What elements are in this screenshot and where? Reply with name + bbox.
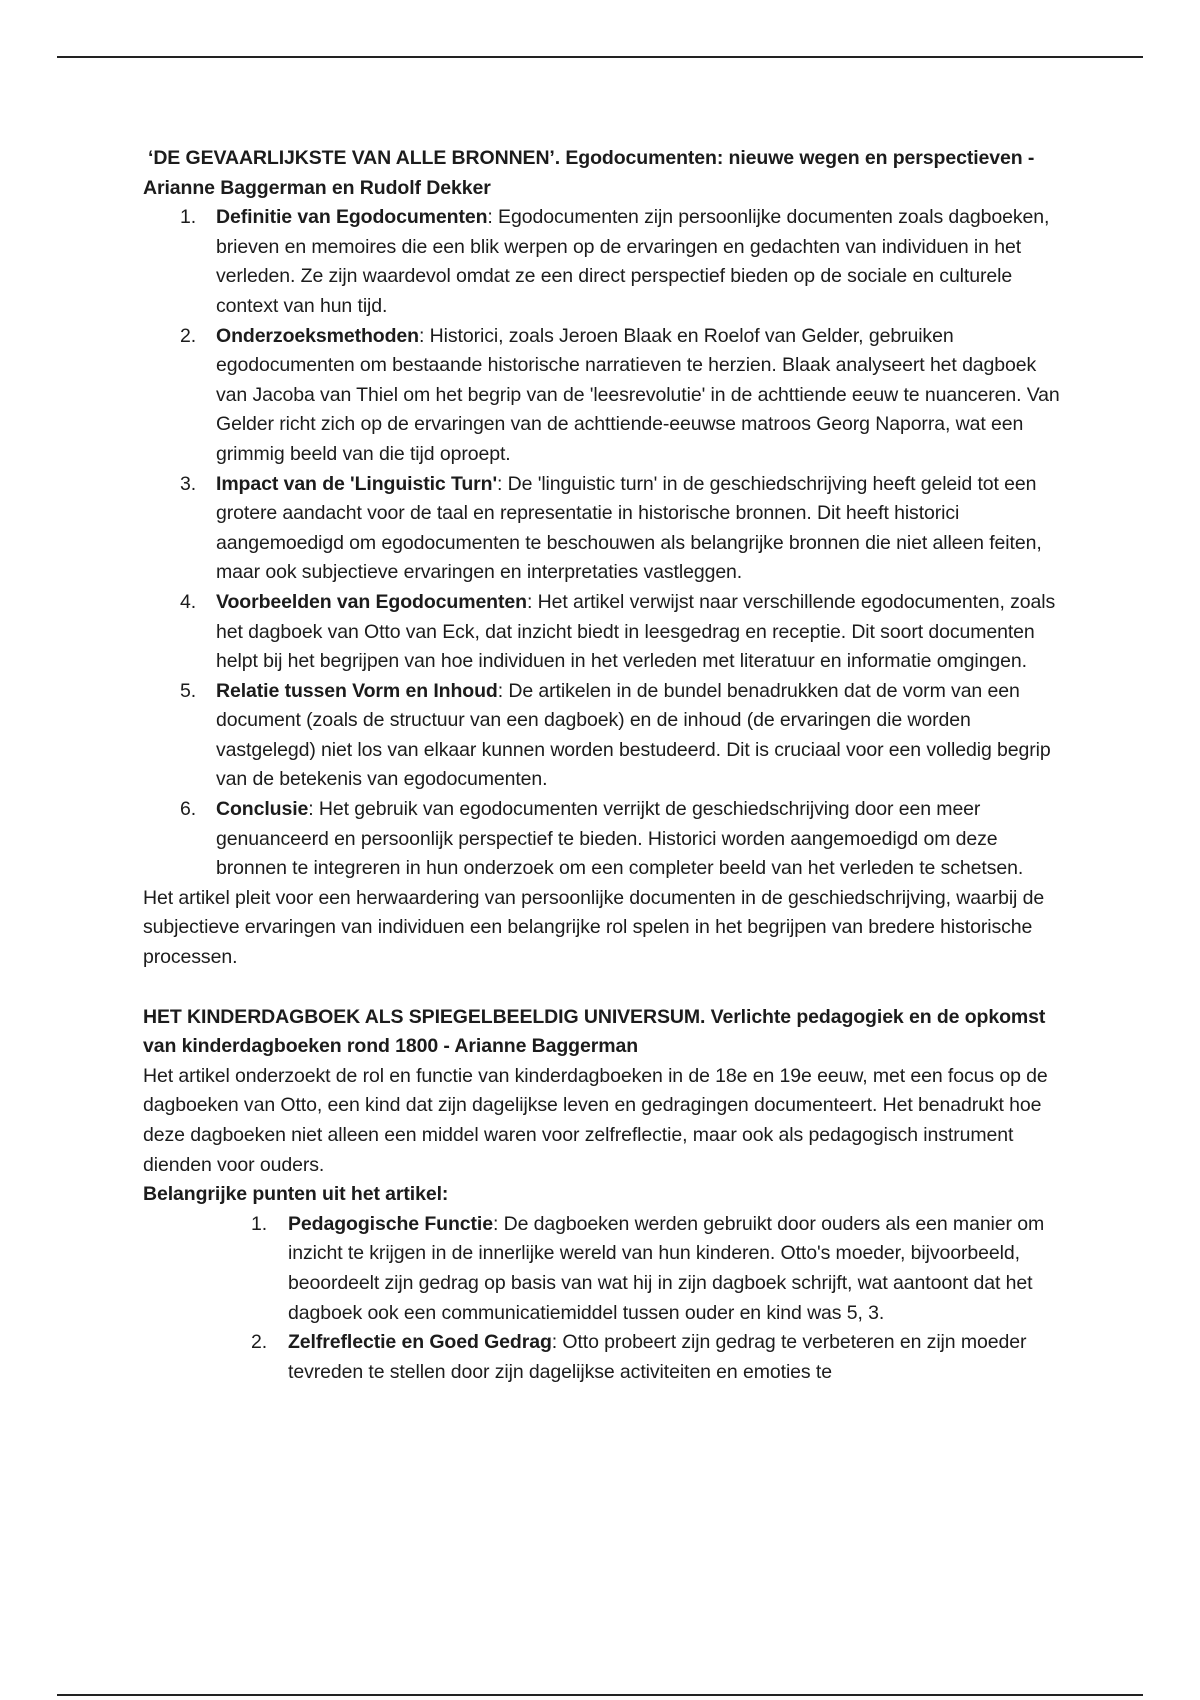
section1-title: ‘DE GEVAARLIJKSTE VAN ALLE BRONNEN’. Egodocumenten: nieuwe wegen en perspectieven - Arianne Baggerman en Rudolf Dekker xyxy=(143,147,1035,199)
bottom-horizontal-rule xyxy=(57,1694,1143,1696)
list-item-text: : De dagboeken werden gebruikt door ouders als een manier om inzicht te krijgen in de innerlijke wereld van hun kinderen. Otto's moeder, bijvoorbeeld, beoordeelt zijn gedrag op basis van wat hij in zijn dagboek schrijft, wat aantoont dat het dagboek ook een communicatiemiddel tussen ouder en kind was 5, 3. xyxy=(288,1212,1045,1324)
paragraph-spacer xyxy=(143,973,1063,1003)
list-item-text: : De artikelen in de bundel benadrukken dat de vorm van een document (zoals de structuur van een dagboek) en de inhoud (de ervaringen die worden vastgelegd) niet los van elkaar kunnen worden bestudeerd. Dit is cruciaal voor een volledig begrip van de betekenis van egodocumenten. xyxy=(216,679,1051,791)
list-item-text: : Het gebruik van egodocumenten verrijkt de geschiedschrijving door een meer genuanceerd en persoonlijk perspectief te bieden. Historici worden aangemoedigd om deze bronnen te integreren in hun onderzoek om een completer beeld van het verleden te schetsen. xyxy=(216,798,1024,880)
list-item-number: 2. xyxy=(180,324,197,347)
section2-title: HET KINDERDAGBOEK ALS SPIEGELBEELDIG UNIVERSUM. Verlichte pedagogiek en de opkomst van kinderdagboeken rond 1800 - Arianne Baggerman xyxy=(143,1005,1046,1058)
list-item-number: 1. xyxy=(180,206,197,229)
list-item-term: Onderzoeksmethoden xyxy=(216,324,419,347)
list-item-text: : Egodocumenten zijn persoonlijke documenten zoals dagboeken, brieven en memoires die een blik werpen op de ervaringen en gedachten van individuen in het verleden. Ze zijn waardevol omdat ze een direct perspectief bieden op de sociale en culturele context van hun tijd. xyxy=(216,206,1050,317)
list-item-term: Voorbeelden van Egodocumenten xyxy=(216,590,527,613)
list-item-term: Pedagogische Functie xyxy=(288,1212,493,1235)
list-item-term: Zelfreflectie en Goed Gedrag xyxy=(288,1331,552,1354)
list-item xyxy=(143,470,1063,588)
list-item xyxy=(143,203,1063,321)
list-item-text: : Otto probeert zijn gedrag te verbeteren en zijn moeder tevreden te stellen door zijn dagelijkse activiteiten en emoties te xyxy=(288,1331,1027,1383)
list-item-term: Conclusie xyxy=(216,798,309,821)
top-horizontal-rule xyxy=(57,56,1143,58)
list-item-number: 6. xyxy=(180,798,197,821)
section2-intro-paragraph: Het artikel onderzoekt de rol en functie van kinderdagboeken in de 18e en 19e eeuw, met een focus op de dagboeken van Otto, een kind dat zijn dagelijkse leven en gedragingen documenteert. Het benadrukt hoe deze dagboeken niet alleen een middel waren voor zelfreflectie, maar ook als pedagogisch instrument dienden voor ouders. xyxy=(143,1064,1048,1176)
list-item-text: : Het artikel verwijst naar verschillende egodocumenten, zoals het dagboek van Otto van Eck, dat inzicht biedt in leesgedrag en receptie. Dit soort documenten helpt bij het begrijpen van hoe individuen in het verleden met literatuur en informatie omgingen. xyxy=(216,590,1056,673)
document-page xyxy=(143,144,1063,1387)
list-item xyxy=(143,1210,1063,1328)
list-item-term: Definitie van Egodocumenten xyxy=(216,206,488,229)
list-item-term: Relatie tussen Vorm en Inhoud xyxy=(216,679,498,702)
list-item xyxy=(143,1328,1063,1387)
list-item-number: 4. xyxy=(180,590,197,613)
list-item-number: 3. xyxy=(180,472,197,495)
section2-list xyxy=(143,1210,1063,1388)
list-item-number: 2. xyxy=(251,1331,268,1354)
list-item xyxy=(143,677,1063,795)
section2-subheading: Belangrijke punten uit het artikel: xyxy=(143,1183,449,1206)
list-item xyxy=(143,795,1063,884)
list-item xyxy=(143,588,1063,677)
list-item xyxy=(143,322,1063,470)
list-item-number: 1. xyxy=(251,1212,268,1235)
list-item-text: : Historici, zoals Jeroen Blaak en Roelof van Gelder, gebruiken egodocumenten om bestaande historische narratieven te herzien. Blaak analyseert het dagboek van Jacoba van Thiel om het begrip van de 'leesrevolutie' in de achttiende eeuw te nuanceren. Van Gelder richt zich op de ervaringen van de achttiende-eeuwse matroos Georg Naporra, wat een grimmig beeld van die tijd oproept. xyxy=(216,324,1060,465)
list-item-term: Impact van de 'Linguistic Turn' xyxy=(216,472,498,495)
list-item-number: 5. xyxy=(180,679,197,702)
section1-list xyxy=(143,203,1063,884)
list-item-text: : De 'linguistic turn' in de geschiedschrijving heeft geleid tot een grotere aandacht voor de taal en representatie in historische bronnen. Dit heeft historici aangemoedigd om egodocumenten te beschouwen als belangrijke bronnen die niet alleen feiten, maar ook subjectieve ervaringen en interpretaties vastleggen. xyxy=(216,472,1042,584)
section1-closing-paragraph: Het artikel pleit voor een herwaardering van persoonlijke documenten in de geschiedschrijving, waarbij de subjectieve ervaringen van individuen een belangrijke rol spelen in het begrijpen van bredere historische processen. xyxy=(143,886,1045,969)
